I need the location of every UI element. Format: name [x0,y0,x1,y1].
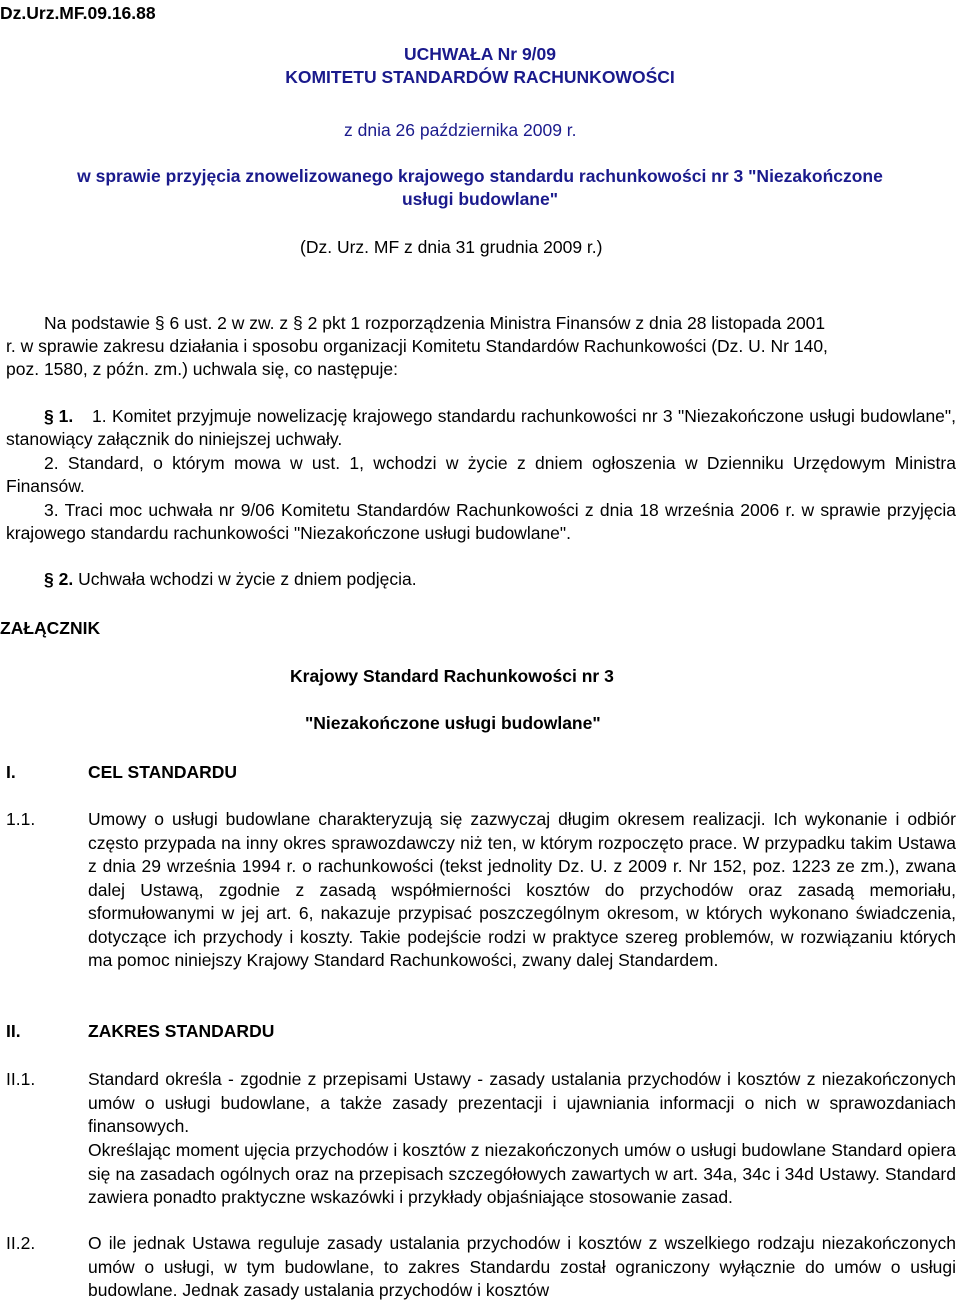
section-1-heading: § 1. [44,406,74,426]
chapter-2-number: II. [6,1021,21,1041]
document-id: Dz.Urz.MF.09.16.88 [0,3,156,23]
paragraph-2-2-number: II.2. [6,1233,36,1253]
preamble-line-2: r. w sprawie zakresu działania i sposobu organizacji Komitetu Standardów Rachunkowości (Dz. U. Nr 140, [6,336,828,356]
publication-reference: (Dz. Urz. MF z dnia 31 grudnia 2009 r.) [300,237,603,257]
paragraph-2-1a: Standard określa - zgodnie z przepisami Ustawy - zasady ustalania przychodów i kosztów z niezakończonych umów o usługi budowlane, a także zasady prezentacji i ujawniania informacji o nich w sprawozdaniach finansowych. [88,1069,956,1136]
subject-line-2: usługi budowlane" [401,189,559,209]
section-1-point-1: 1. Komitet przyjmuje nowelizację krajowego standardu rachunkowości nr 3 "Niezakończone usługi budowlane", stanowiący załącznik do niniejszej uchwały. [6,406,956,449]
subject-line-1: w sprawie przyjęcia znowelizowanego krajowego standardu rachunkowości nr 3 "Niezakończone [77,166,883,186]
section-2: § 2. Uchwała wchodzi w życie z dniem podjęcia. [44,569,417,589]
attachment-heading: ZAŁĄCZNIK [0,618,101,638]
section-sign-icon: § [154,313,165,333]
section-sign-icon: § [293,313,303,333]
paragraph-1-1-number: 1.1. [6,809,36,829]
section-1-point-2: 2. Standard, o którym mowa w ust. 1, wchodzi w życie z dniem ogłoszenia w Dzienniku Urzędowym Ministra Finansów. [6,453,956,496]
committee-title: KOMITETU STANDARDÓW RACHUNKOWOŚCI [285,67,675,87]
chapter-2-title: ZAKRES STANDARDU [88,1021,275,1041]
section-sign-icon: § [44,406,54,426]
paragraph-2-1-number: II.1. [6,1069,36,1089]
standard-title: Krajowy Standard Rachunkowości nr 3 [290,666,614,686]
resolution-date: z dnia 26 października 2009 r. [344,120,577,140]
section-1-point-3: 3. Traci moc uchwała nr 9/06 Komitetu Standardów Rachunkowości z dnia 18 września 2006 r. w sprawie przyjęcia krajowego standardu rachunkowości "Niezakończone usługi budowlane". [6,500,956,543]
section-sign-icon: § [44,569,54,589]
standard-subtitle: "Niezakończone usługi budowlane" [305,713,601,733]
paragraph-1-1: Umowy o usługi budowlane charakteryzują się zazwyczaj długim okresem realizacji. Ich wykonanie i odbiór często przypada na inny okres sprawozdawczy niż ten, w którym rozpoczęto prace. W przypadku takim Ustawa z dnia 29 września 1994 r. o rachunkowości (tekst jednolity Dz. U. z 2009 r. Nr 152, poz. 1223 ze zm.), zwana dalej Ustawą, zgodnie z zasadą współmierności kosztów do przychodów oraz zasadą memoriału, sformułowanymi w jej art. 6, nakazuje przypisać poszczególnym okresom, w których wykonano świadczenia, dotyczące ich przychody i koszty. Takie podejście rodzi w praktyce szereg problemów, w rozwiązaniu których ma pomoc niniejszy Krajowy Standard Rachunkowości, zwany dalej Standardem. [88,809,956,970]
paragraph-2-1b: Określając moment ujęcia przychodów i kosztów z niezakończonych umów o usługi budowlane Standard opiera się na zasadach ogólnych oraz na przepisach szczegółowych zawartych w art. 34a, 34c i 34d Ustawy. Standard zawiera ponadto praktyczne wskazówki i przykłady objaśniające stosowanie zasad. [88,1140,956,1207]
preamble-line-3: poz. 1580, z późn. zm.) uchwala się, co następuje: [6,359,399,379]
chapter-1-number: I. [6,762,16,782]
chapter-1-title: CEL STANDARDU [88,762,238,782]
preamble-line-1: Na podstawie § 6 ust. 2 w zw. z § 2 pkt 1 rozporządzenia Ministra Finansów z dnia 28 listopada 2001 [44,313,826,333]
paragraph-2-2: O ile jednak Ustawa reguluje zasady ustalania przychodów i kosztów z wszelkiego rodzaju niezakończonych umów o usługi, w tym budowlane, to zakres Standardu został ograniczony wyłącznie do umów o usługi budowlane. Jednak zasady ustalania przychodów i kosztów [88,1233,956,1300]
resolution-title: UCHWAŁA Nr 9/09 [403,44,556,64]
